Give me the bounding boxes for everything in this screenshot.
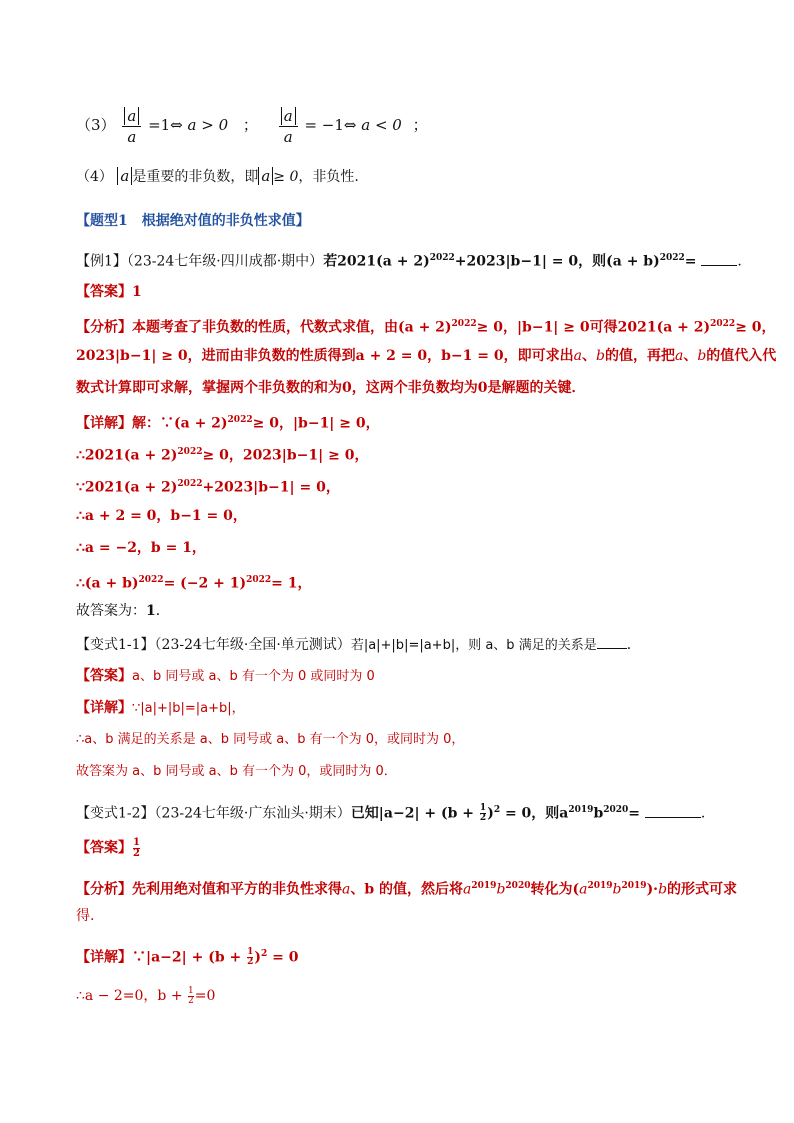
variant-1-1-label: 【变式1-1】 (76, 637, 155, 653)
variant-1-1-answer: 【答案】a、b 同号或 a、b 有一个为 0 或同时为 0 (76, 668, 375, 684)
variant-1-2-answer: 【答案】 $\frac{1}{2}$ (76, 836, 140, 859)
item-4-condition: ≥ 0 (273, 169, 299, 185)
variant-1-1-detail-3: 故答案为 a、b 同号或 a、b 有一个为 0，或同时为 0． (76, 764, 397, 779)
fraction-one-half: $\frac{1}{2}$ (479, 803, 487, 824)
example-1-label: 【例1】 (76, 253, 127, 270)
example-1-detail-4: ∴a + 2 = 0，b−1 = 0， (76, 508, 247, 524)
fraction-one-half: $\frac{1}{2}$ (247, 947, 254, 968)
variant-1-2-detail-1: 【详解】∵|a−2| + (b + $\frac{1}{2}$ )$^2$ = 0 (76, 947, 299, 968)
example-1-conclusion: 故答案为：1． (76, 603, 170, 619)
example-1-detail-5: ∴a = −2，b = 1， (76, 540, 206, 556)
variant-1-1-detail-2: ∴a、b 满足的关系是 a、b 同号或 a、b 有一个为 0，或同时为 0， (76, 732, 465, 747)
item-4-text-2: ，非负性. (298, 169, 359, 185)
item-4-label: （4） (76, 169, 113, 185)
example-1-detail-3: ∵2021(a + 2)$^{2022}$+2023|b−1| = 0， (76, 479, 340, 496)
variant-1-1-detail-1: 【详解】∵|a|+|b|=|a+b|， (76, 700, 245, 716)
item-3-label: （3） (76, 116, 116, 134)
example-1-detail-6: ∴(a + $b)^{2022}= (-2 + 1)^{2022}= 1$， (76, 575, 312, 592)
item-4: （4） a 是重要的非负数，即 a ≥ 0，非负性. (76, 167, 359, 185)
answer-blank (645, 803, 701, 818)
example-1-detail-1: 【详解】解：∵(a + 2)$^{2022}$≥ 0，|b−1| ≥ 0， (76, 415, 380, 432)
variant-1-2-analysis-line-2: 得. (76, 908, 95, 924)
example-1-question: 【例1】（23-24七年级·四川成都·期中）若$2021(a + 2)^{2022}+2023|b-1| = 0$，则$(a + b)^{2022}=$ . (76, 248, 724, 272)
item-3-condition-1: a > 0 (187, 116, 229, 134)
variant-1-2-question: 【变式1-2】（23-24七年级·广东汕头·期末）已知|a−2| + (b + $\frac{1}{2}$ )$^2$ = 0，则$a^{2019}b^{2020}=$ ． (76, 803, 715, 824)
item-3-condition-2: a < 0 (361, 116, 402, 134)
item-3-relation-1: =1⇔ (148, 116, 183, 134)
example-1-source: （23-24七年级·四川成都·期中） (126, 253, 324, 270)
example-1-analysis-line-2: 2023|b−1| ≥ 0，进而由非负数的性质得到a + 2 = 0，b−1 = 0，即可求出a、b的值，再把a、b的值代入代 (76, 348, 777, 364)
abs-a-4: a (117, 167, 132, 185)
variant-1-2-analysis-line-1: 【分析】先利用绝对值和平方的非负性求得a、b 的值，然后将$a^{2019}b^{2020}$转化为$(a^{2019}b^{2019})\cdot b$的形式可求 (76, 881, 738, 898)
item-3 (76, 100, 724, 150)
answer-blank (701, 251, 737, 266)
example-1-analysis-line-3: 数式计算即可求解，掌握两个非负数的和为0，这两个非负数均为0是解题的关键． (76, 380, 586, 396)
item-3-relation-2: = −1⇔ (304, 116, 357, 134)
abs-over-a-fraction-2: $\frac{a}{a}$ (279, 106, 298, 147)
item-4-text-1: 是重要的非负数，即 (132, 169, 259, 185)
variant-1-2-label: 【变式1-2】 (76, 805, 155, 822)
item-3-sep: ； (242, 116, 258, 134)
example-1-answer: 【答案】1 (76, 284, 142, 300)
example-1-analysis-line-1: 【分析】本题考查了非负数的性质，代数式求值，由$(a + 2)^{2022}\ge 0$，|b−1| ≥ 0可得$2021(a + 2)^{2022}\ge 0$， (76, 319, 776, 336)
abs-over-a-fraction-1: $\frac{a}{a}$ (122, 106, 141, 147)
fraction-one-half: $\frac{1}{2}$ (188, 985, 194, 1006)
variant-1-2-detail-2: ∴a − 2=0，b + $\frac{1}{2}$ =0 (76, 985, 216, 1006)
answer-blank (597, 634, 627, 649)
answer-fraction: $\frac{1}{2}$ (133, 836, 140, 859)
abs-a: a (124, 107, 139, 125)
example-1-detail-2: ∴2021(a + 2)$^{2022}$≥ 0，2023|b−1| ≥ 0， (76, 447, 369, 464)
section-title: 【题型1 根据绝对值的非负性求值】 (76, 213, 310, 229)
example-1-answer-value: 1 (132, 284, 142, 300)
variant-1-1-question: 【变式1-1】（23-24七年级·全国·单元测试）若|a|+|b|=|a+b|，则 a、b 满足的关系是 ． (76, 634, 724, 656)
item-3-end: ； (412, 116, 428, 134)
